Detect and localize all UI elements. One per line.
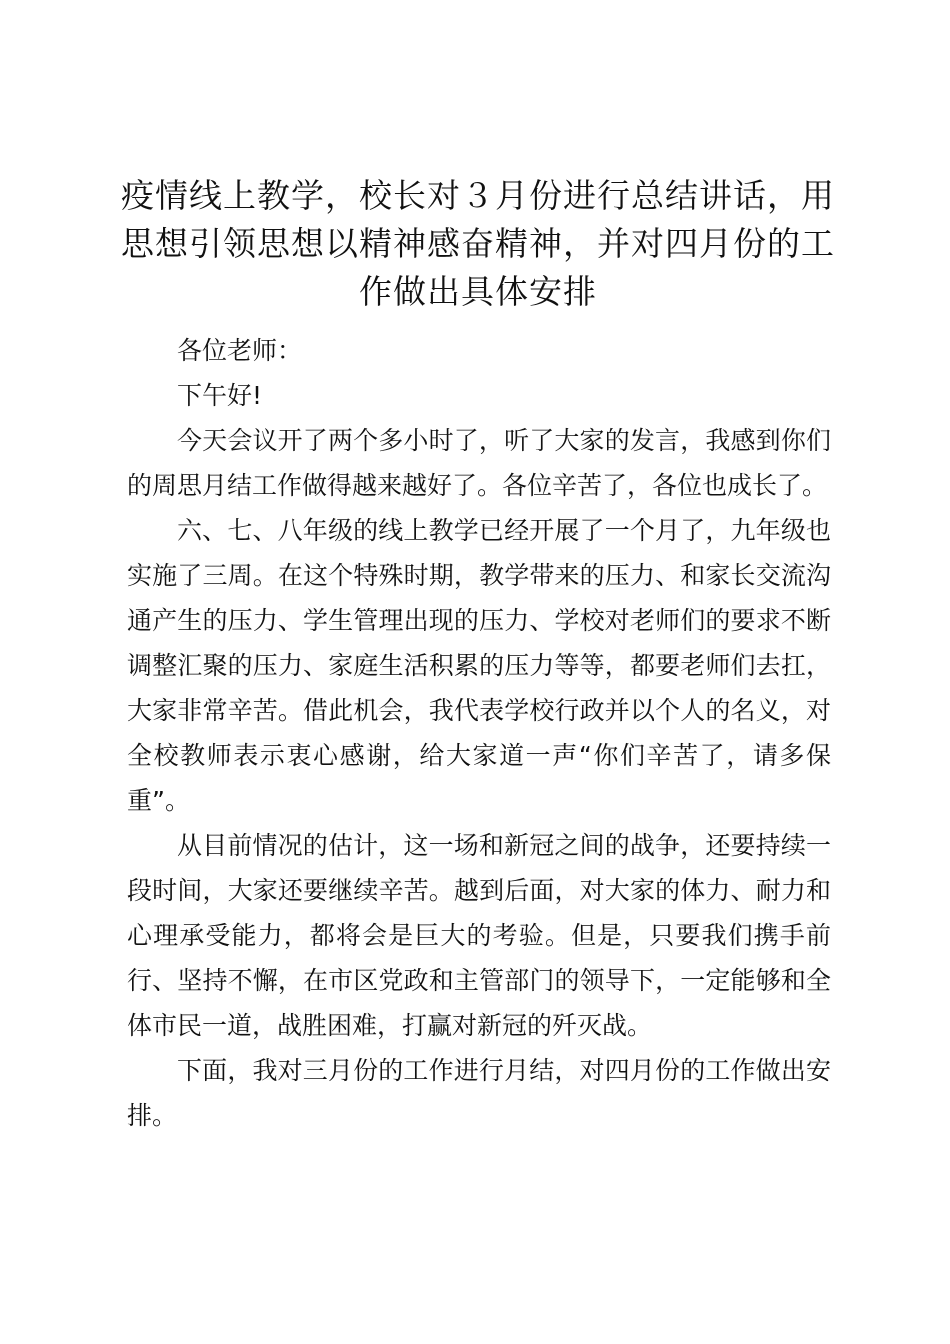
salutation: 各位老师： bbox=[177, 336, 303, 365]
body-paragraph: 下面，我对三月份的工作进行月结，对四月份的工作做出安排。 bbox=[127, 1056, 831, 1130]
body-paragraph: 六、七、八年级的线上教学已经开展了一个月了，九年级也实施了三周。在这个特殊时期，教学带来的压力、和家长交流沟通产生的压力、学生管理出现的压力、学校对老师们的要求不断调整汇聚的压力、家庭生活积累的压力等等，都要老师们去扛，大家非常辛苦。借此机会，我代表学校行政并以个人的名义，对全校教师表示衷心感谢，给大家道一声“你们辛苦了，请多保重”。 bbox=[127, 516, 831, 815]
body-paragraph: 今天会议开了两个多小时了，听了大家的发言，我感到你们的周思月结工作做得越来越好了。各位辛苦了，各位也成长了。 bbox=[127, 426, 831, 500]
greeting: 下午好! bbox=[177, 381, 263, 410]
document-title: 疫情线上教学，校长对３月份进行总结讲话，用思想引领思想以精神感奋精神，并对四月份的工作做出具体安排 bbox=[121, 176, 835, 311]
body-paragraph: 从目前情况的估计，这一场和新冠之间的战争，还要持续一段时间，大家还要继续辛苦。越到后面，对大家的体力、耐力和心理承受能力，都将会是巨大的考验。但是，只要我们携手前行、坚持不懈，在市区党政和主管部门的领导下，一定能够和全体市民一道，战胜困难，打赢对新冠的歼灭战。 bbox=[127, 831, 831, 1040]
document-body bbox=[127, 328, 831, 1138]
